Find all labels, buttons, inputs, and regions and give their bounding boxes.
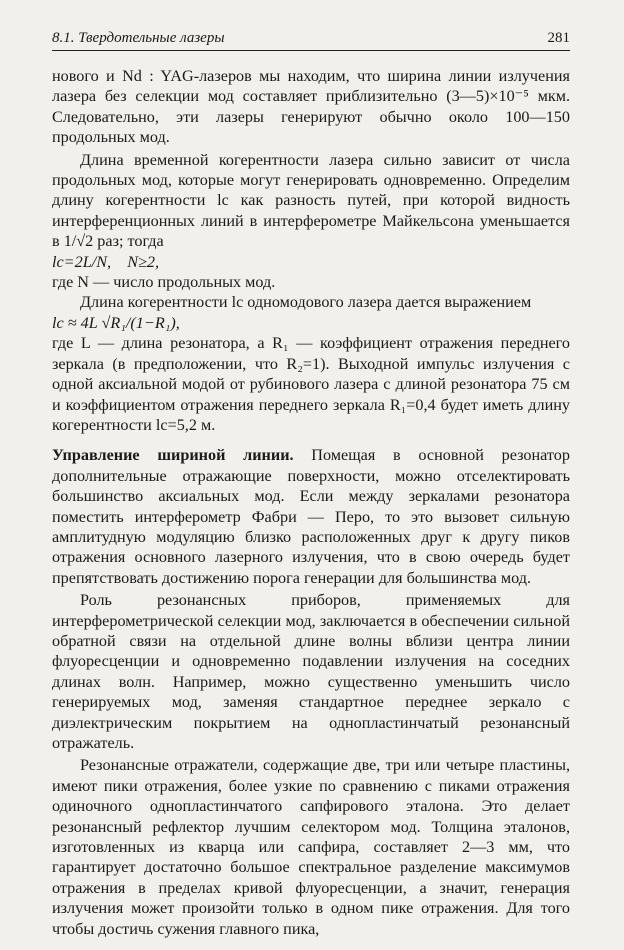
equation: lс ≈ 4L √R₁/(1−R₁), [52, 313, 180, 332]
paragraph-lead: Управление шириной линии. [52, 446, 294, 465]
paragraph-text: Помещая в основной резонатор дополнительные отражающие поверхности, можно отселектировать большинство аксиальных мод. Если между зеркалами резонатора поместить интерферометр Фабри — Перо, то это вызовет сильную амплитудную модуляцию близко расположенных друг к другу пиков отражения основного лазерного излучения, что в свою очередь будет препятствовать достижению порога генерации для большинства мод. [52, 446, 570, 587]
paragraph: Длина временной когерентности лазера сильно зависит от числа продольных мод, которые могут генерировать одновременно. Определим длину когерентности lс как разность путей, при которой видность интерференционных линий в интерферометре Майкельсона уменьшается в 1/√2 раз; тогда [52, 150, 570, 251]
paragraph: где N — число продольных мод. [52, 273, 276, 292]
paragraph: Резонансные отражатели, содержащие две, три или четыре пластины, имеют пики отражения, более узкие по сравнению с пиками отражения одиночного однопластинчатого сапфирового эталона. Это делает резонансный рефлектор лучшим селектором мод. Толщина эталонов, изготовленных из кварца или сапфира, составляет 2—3 мм, что гарантирует достаточно большое спектральное разделение максимумов отражения в пределах кривой флуоресценции, а значит, генерация излучения может произойти только в одном пике отражения. Для того чтобы достичь сужения главного пика, [52, 756, 570, 938]
page-number: 281 [547, 30, 570, 46]
paragraph: где L — длина резонатора, а R₁ — коэффициент отражения переднего зеркала (в предположении, что R₂=1). Выходной импульс излучения с одной аксиальной модой от рубинового лазера с длиной резонатора 75 см и коэффициентом отражения переднего зеркала R₁=0,4 будет иметь длину когерентности lс=5,2 м. [52, 334, 570, 434]
paragraph: Роль резонансных приборов, применяемых для интерферометрической селекции мод, заключается в обеспечении сильной обратной связи на отдельной длине волны вблизи центра линии флуоресценции и одновременно подавлении излучения на соседних длинах волн. Например, можно существенно уменьшить число генерируемых мод, заменяя стандартное переднее зеркало с диэлектрическим покрытием на однопластинчатый резонансный отражатель. [52, 591, 570, 752]
section-title: 8.1. Твердотельные лазеры [52, 30, 225, 46]
equation: lс=2L/N, N≥2, [52, 252, 160, 271]
paragraph: Длина когерентности lс одномодового лазера дается выражением [80, 293, 532, 312]
paragraph [52, 445, 570, 588]
text-body [52, 66, 570, 939]
paragraph: нового и Nd : YAG-лазеров мы находим, что ширина линии излучения лазера без селекции мод составляет приблизительно (3—5)×10⁻⁵ мкм. Следовательно, эти лазеры генерируют обычно около 100—150 продольных мод. [52, 67, 570, 147]
running-header [52, 28, 570, 51]
